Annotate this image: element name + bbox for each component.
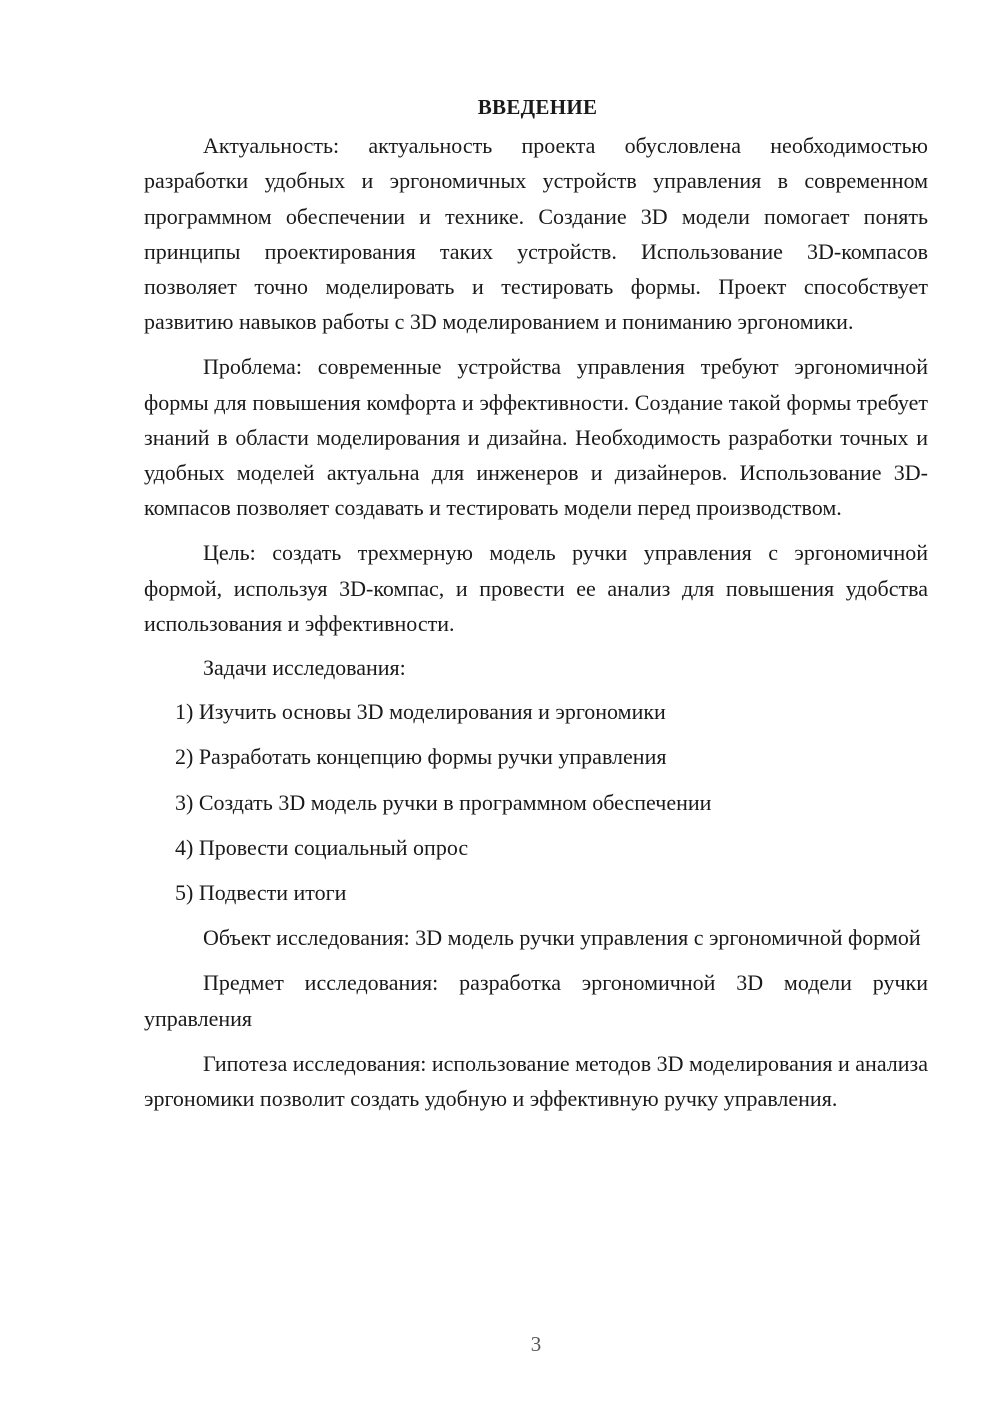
document-page — [144, 90, 928, 1126]
page-number: 3 — [530, 1332, 542, 1356]
task-item: 5) Подвести итоги — [175, 880, 347, 906]
paragraph-problem: Проблема: современные устройства управления требуют эргономичной формы для повышения комфорта и эффективности. Создание такой формы требует знаний в области моделирования и дизайна. Необходимость разработки точных и удобных моделей актуальна для инженеров и дизайнеров. Использование 3D-компасов позволяет создавать и тестировать модели перед производством. — [144, 354, 928, 521]
paragraph-object: Объект исследования: 3D модель ручки управления с эргономичной формой — [203, 925, 921, 951]
tasks-list — [144, 694, 928, 910]
tasks-title: Задачи исследования: — [203, 655, 406, 681]
task-item: 2) Разработать концепцию формы ручки управления — [175, 744, 667, 770]
task-item: 4) Провести социальный опрос — [175, 834, 469, 860]
paragraph-goal: Цель: создать трехмерную модель ручки управления с эргономичной формой, используя 3D-компас, и провести ее анализ для повышения удобства использования и эффективности. — [144, 540, 928, 636]
paragraph-subject: Предмет исследования: разработка эргономичной 3D модели ручки управления — [144, 970, 928, 1031]
section-heading: ВВЕДЕНИЕ — [477, 95, 598, 119]
task-item: 1) Изучить основы 3D моделирования и эргономики — [175, 699, 666, 725]
paragraph-hypothesis: Гипотеза исследования: использование методов 3D моделирования и анализа эргономики позволит создать удобную и эффективную ручку управления. — [144, 1050, 928, 1112]
task-item: 3) Создать 3D модель ручки в программном обеспечении — [175, 789, 712, 815]
paragraph-relevance: Актуальность: актуальность проекта обусловлена необходимостью разработки удобных и эргономичных устройств управления в современном программном обеспечении и технике. Создание 3D модели помогает понять принципы проектирования таких устройств. Использование 3D-компасов позволяет точно моделировать и тестировать формы. Проект способствует развитию навыков работы с 3D моделированием и пониманию эргономики. — [144, 133, 928, 335]
